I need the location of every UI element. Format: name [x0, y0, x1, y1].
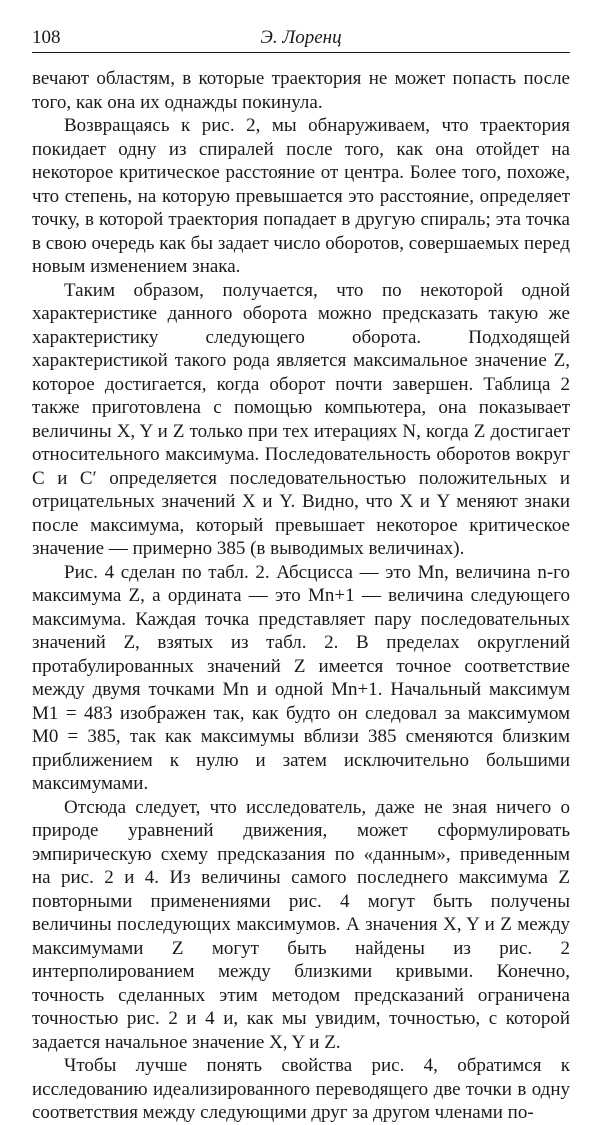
body-text: [32, 67, 570, 1125]
page-number: 108: [32, 27, 61, 48]
running-head: Э. Лоренц: [260, 27, 342, 48]
paragraph: Отсюда следует, что исследователь, даже не зная ничего о природе уравнений движения, может сформулировать эмпирическую схему предсказания по «данным», приведенным на рис. 2 и 4. Из величины самого последнего максимума Z повторными применениями рис. 4 могут быть получены величины последующих максимумов. А значения X, Y и Z между максимумами Z могут быть найдены из рис. 2 интерполированием между близкими кривыми. Конечно, точность сделанных этим методом предсказаний ограничена точностью рис. 2 и 4 и, как мы увидим, точностью, с которой задается начальное значение X, Y и Z.: [32, 796, 570, 1053]
book-page: [32, 22, 570, 1125]
page-header: [32, 22, 570, 53]
paragraph: Возвращаясь к рис. 2, мы обнаруживаем, что траектория покидает одну из спиралей после того, как она отойдет на некоторое критическое расстояние от центра. Более того, похоже, что степень, на которую превышается это расстояние, определяет точку, в которой траектория попадает в другую спираль; эта точка в свою очередь как бы задает число оборотов, совершаемых перед новым изменением знака.: [32, 115, 570, 277]
paragraph: Чтобы лучше понять свойства рис. 4, обратимся к исследованию идеализированного переводящего две точки в одну соответствия между следующими друг за другом членами по-: [32, 1055, 570, 1123]
paragraph: Таким образом, получается, что по некоторой одной характеристике данного оборота можно предсказать такую же характеристику следующего оборота. Подходящей характеристикой такого рода является максимальное значение Z, которое достигается, когда оборот почти завершен. Таблица 2 также приготовлена с помощью компьютера, она показывает величины X, Y и Z только при тех итерациях N, когда Z достигает относительного максимума. Последовательность оборотов вокруг C и C′ определяется последовательностью положительных и отрицательных значений X и Y. Видно, что X и Y меняют знаки после максимума, который превышает некоторое критическое значение — примерно 385 (в выводимых величинах).: [32, 279, 570, 559]
paragraph: вечают областям, в которые траектория не может попасть после того, как она их однажды покинула.: [32, 68, 570, 113]
paragraph: Рис. 4 сделан по табл. 2. Абсцисса — это Mn, величина n-го максимума Z, а ордината — это Mn+1 — величина следующего максимума. Каждая точка представляет пару последовательных значений Z, взятых из табл. 2. В пределах округлений протабулированных значений Z имеется точное соответствие между двумя точками Mn и одной Mn+1. Начальный максимум M1 = 483 изображен так, как будто он следовал за максимумом M0 = 385, так как максимумы вблизи 385 сменяются близким приближением к нулю и затем исключительно большими максимумами.: [32, 561, 570, 794]
